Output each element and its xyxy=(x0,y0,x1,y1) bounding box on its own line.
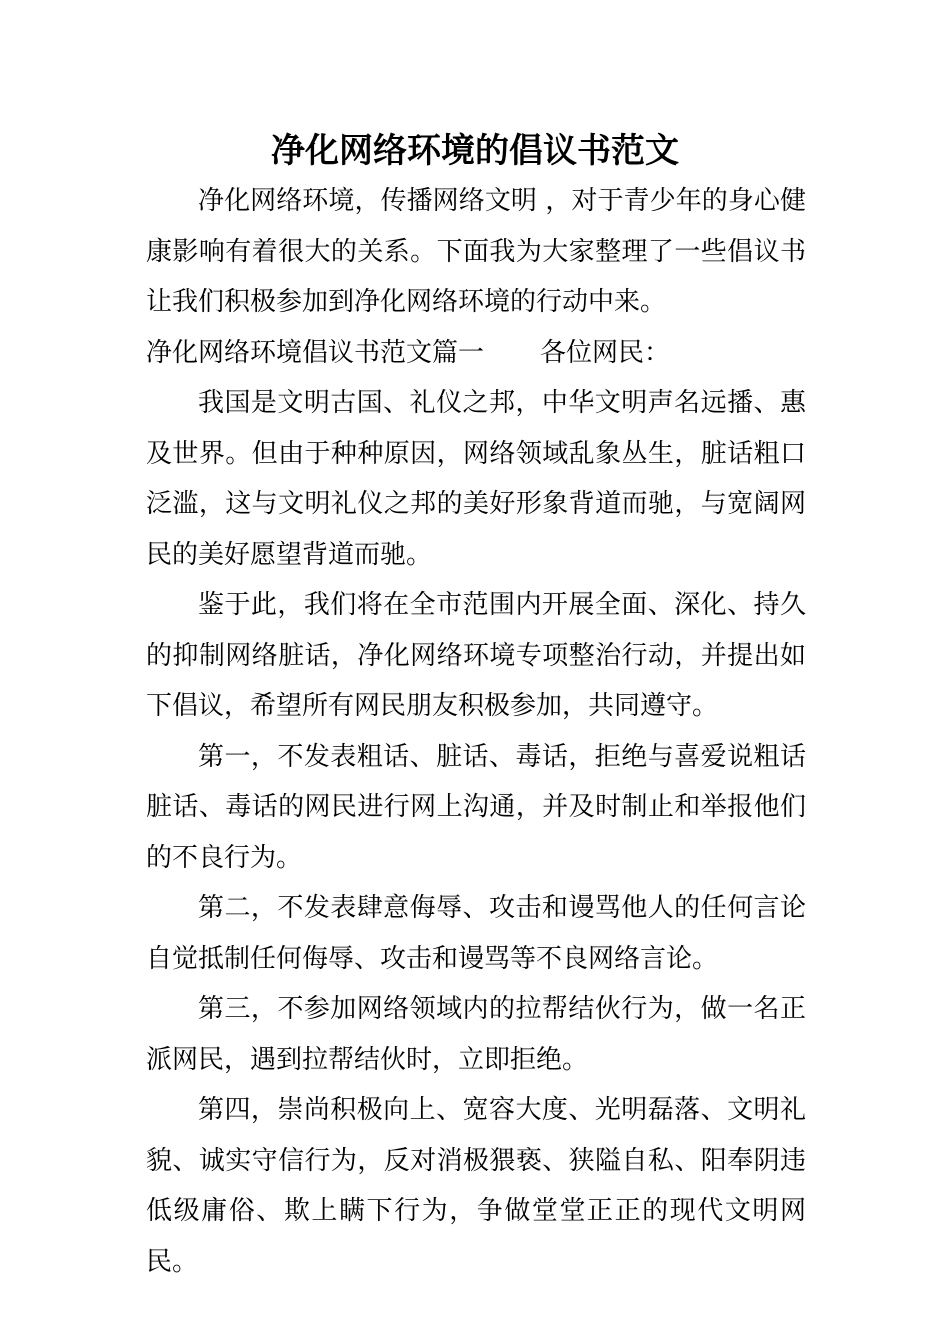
document-body xyxy=(146,176,806,1287)
body-paragraph-3: 第一，不发表粗话、脏话、毒话，拒绝与喜爱说粗话脏话、毒话的网民进行网上沟通，并及时制止和举报他们的不良行为。 xyxy=(146,741,806,873)
intro-paragraph: 净化网络环境，传播网络文明 ，对于青少年的身心健康影响有着很大的关系。下面我为大家整理了一些倡议书让我们积极参加到净化网络环境的行动中来。 xyxy=(146,186,806,317)
body-paragraph-4: 第二，不发表肆意侮辱、攻击和谩骂他人的任何言论自觉抵制任何侮辱、攻击和谩骂等不良网络言论。 xyxy=(146,893,806,974)
body-paragraph-1: 我国是文明古国、礼仪之邦，中华文明声名远播、惠及世界。但由于种种原因，网络领域乱象丛生，脏话粗口泛滥，这与文明礼仪之邦的美好形象背道而驰，与宽阔网民的美好愿望背道而驰。 xyxy=(146,388,806,570)
salutation: 各位网民： xyxy=(540,337,671,368)
body-paragraph-2: 鉴于此，我们将在全市范围内开展全面、深化、持久的抑制网络脏话，净化网络环境专项整治行动，并提出如下倡议，希望所有网民朋友积极参加，共同遵守。 xyxy=(146,590,806,721)
section-heading-line xyxy=(146,328,806,379)
body-paragraph-5: 第三，不参加网络领域内的拉帮结伙行为，做一名正派网民，遇到拉帮结伙时，立即拒绝。 xyxy=(146,994,806,1075)
body-paragraph-6: 第四，崇尚积极向上、宽容大度、光明磊落、文明礼貌、诚实守信行为，反对消极猥亵、狭隘自私、阳奉阴违低级庸俗、欺上瞒下行为，争做堂堂正正的现代文明网民。 xyxy=(146,1095,806,1277)
page-title: 净化网络环境的倡议书范文 xyxy=(271,131,679,171)
section-title: 净化网络环境倡议书范文篇一 xyxy=(146,337,485,368)
